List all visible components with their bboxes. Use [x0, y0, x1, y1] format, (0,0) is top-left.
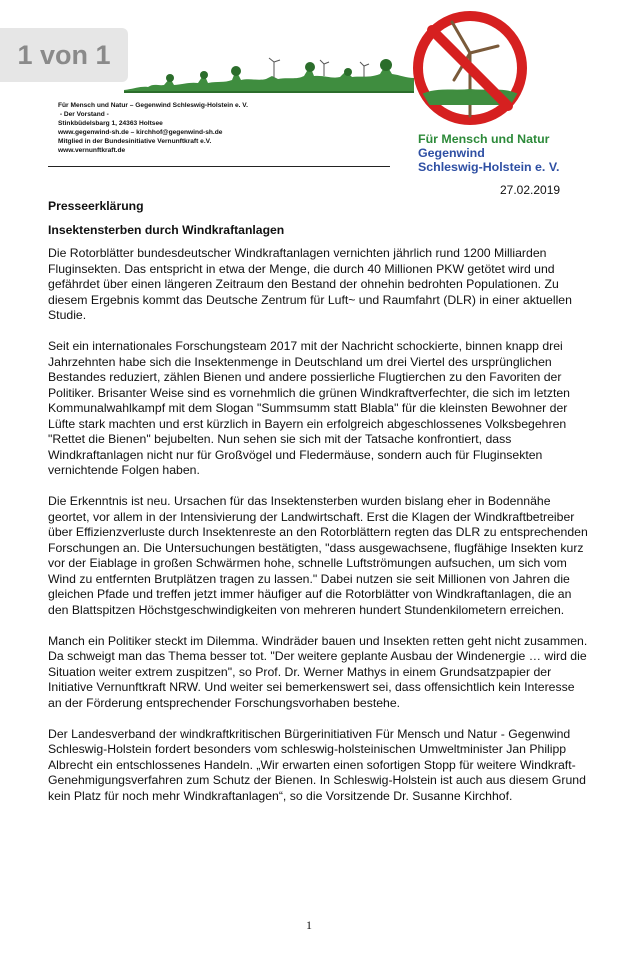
organization-address — [58, 101, 248, 155]
brand-line: Schleswig-Holstein e. V. — [418, 160, 560, 174]
paragraph: Die Erkenntnis ist neu. Ursachen für das Insektensterben wurden bislang eher in Bodennähe geortet, vor allem in der Intensivierung der Landwirtschaft. Erst die Klagen der Windkraftbetreiber über Effizienzverluste durch Insektenreste an den Rotorblättern regten das DLR zu entsprechenden Forschungen an. Die Untersuchungen bestätigten, "dass ausgewachsene, flugfähige Insekten kurz vor der Eiablage in großen Schwärmen hohe, schnelle Luftströmungen aufsuchen, um sich vom Wind zu entfernten Brutplätzen tragen zu lassen." Dabei nutzen sie seit Millionen von Jahren die gleichen Pfade und treffen jetzt immer häufiger auf die Rotorblätter von Windkraftanlagen, die an den Blattspitzen Höchstgeschwindigkeiten von mehreren hundert Stundenkilometern erreichen. — [48, 494, 588, 617]
press-label: Presseerklärung — [48, 199, 144, 213]
page-indicator: 1 von 1 — [0, 28, 128, 82]
org-line: Stinkbüdelsbarg 1, 24363 Holtsee — [58, 120, 163, 127]
paragraph: Seit ein internationales Forschungsteam 2017 mit der Nachricht schockierte, binnen knapp drei Jahrzehnten habe sich die Insektenmenge in Deutschland um drei Viertel des ursprünglichen Bestandes reduziert, zählen Bienen und andere possierliche Flugtierchen zu den Favoriten der Politiker. Brisanter Weise sind es vornehmlich die grünen Windkraftverfechter, die sich im letzten Kommunalwahlkampf mit dem Slogan "Summsumm statt Blabla" für die kleinsten Bewohner der Lüfte stark machten und erst kürzlich in Bayern ein erfolgreich abgeschlossenes Volksbegehren "Rettet die Bienen" bejubelten. Nun sehen sie sich mit der Tatsache konfrontiert, dass Windkraftanlagen nicht nur für Großvögel und Fledermäuse, sondern auch für Fluginsekten vernichtende Folgen haben. — [48, 339, 570, 477]
brand-line: Gegenwind — [418, 146, 485, 160]
org-line: - Der Vorstand - — [58, 111, 109, 118]
brand-text — [418, 132, 559, 174]
org-line: www.vernunftkraft.de — [58, 147, 126, 154]
document-body — [48, 246, 588, 820]
org-line: Für Mensch und Natur – Gegenwind Schleswig-Holstein e. V. — [58, 102, 248, 109]
paragraph: Manch ein Politiker steckt im Dilemma. Windräder bauen und Insekten retten geht nicht zusammen. Da schweigt man das Thema besser tot. "Der weitere geplante Ausbau der Windenergie … wird die Situation weiter extrem zuspitzen", so Prof. Dr. Werner Mathys in einem Grundsatzpapier der Initiative Vernunftkraft NRW. Und weiter sei bemerkenswert sei, dass offensichtlich kein Interesse an der Förderung entsprechender Forschungsvorhaben bestehe. — [48, 633, 588, 710]
no-wind-turbine-icon — [410, 8, 550, 133]
brand-line: Für Mensch und Natur — [418, 132, 550, 146]
org-line: www.gegenwind-sh.de – kirchhof@gegenwind-sh.de — [58, 129, 223, 136]
document-title: Insektensterben durch Windkraftanlagen — [48, 223, 285, 237]
document-date: 27.02.2019 — [500, 183, 561, 197]
paragraph: Die Rotorblätter bundesdeutscher Windkraftanlagen vernichten jährlich rund 1200 Milliarden Fluginsekten. Das entspricht in etwa der Menge, die durch 40 Millionen PKW getötet wird und gefährdet über einen längeren Zeitraum den Bestand der ohnehin bedrohten Populationen. Zu diesem Ergebnis kommt das Deutsche Zentrum für Luft~ und Raumfahrt (DLR) in einer aktuellen Studie. — [48, 246, 572, 322]
page-number: 1 — [306, 918, 312, 932]
landscape-illustration — [124, 56, 414, 96]
paragraph: Der Landesverband der windkraftkritischen Bürgerinitiativen Für Mensch und Natur - Gegenwind Schleswig-Holstein fordert besonders vom schleswig-holsteinischen Umweltminister Jan Philipp Albrecht ein entschlossenes Handeln. „Wir erwarten einen sofortigen Stopp für weitere Windkraft-Genehmigungsverfahren zum Schutz der Bienen. In Schleswig-Holstein ist auch aus diesem Grund kein Platz für noch mehr Windkraftanlagen“, so die Vorsitzende Dr. Susanne Kirchhof. — [48, 726, 586, 803]
header-divider — [48, 166, 390, 167]
org-line: Mitglied in der Bundesinitiative Vernunftkraft e.V. — [58, 138, 212, 145]
